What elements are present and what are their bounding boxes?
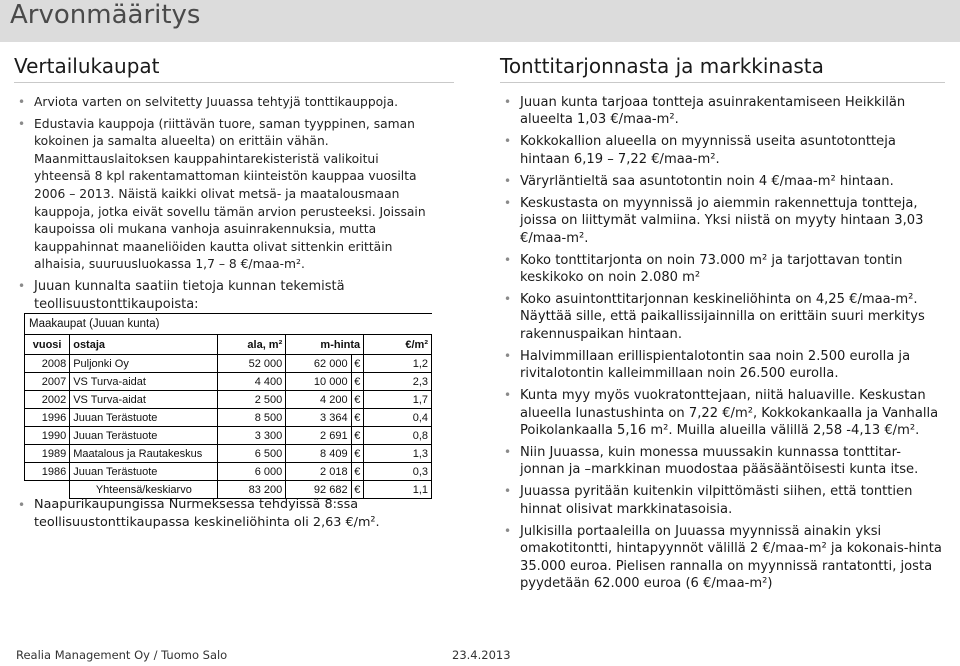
list-item-text: Juuan kunta tarjoaa tontteja asuinrakentamiseen Heikkilän alueelta 1,03 €/maa-m². <box>520 95 906 128</box>
cell-currency: € <box>351 409 364 427</box>
list-item-text: Keskustasta on myynnissä jo aiemmin rakennettuja tontteja, joissa on liittymät valmiina. Yksi niistä on myyty hintaan 3,03 €/maa-m². <box>520 195 924 246</box>
cell-buyer: Juuan Terästuote <box>70 409 218 427</box>
left-column-heading: Vertailukaupat <box>14 54 160 78</box>
cell-area: 6 500 <box>218 445 286 463</box>
bullet-icon: • <box>504 252 512 267</box>
cell-buyer: VS Turva-aidat <box>70 373 218 391</box>
list-item <box>14 116 432 274</box>
bullet-icon: • <box>504 523 512 538</box>
footer-date: 23.4.2013 <box>452 648 511 662</box>
right-bullet-list <box>500 94 945 597</box>
list-item-text: Juuan kunnalta saatiin tietoja kunnan tekemistä teollisuustonttikaupoista: <box>34 278 345 312</box>
list-item <box>500 252 945 287</box>
list-item <box>500 483 945 518</box>
bullet-icon: • <box>504 388 512 403</box>
cell-year: 1996 <box>25 409 70 427</box>
bullet-icon: • <box>504 95 512 109</box>
bullet-icon: • <box>504 292 512 307</box>
list-item <box>500 173 945 190</box>
bullet-icon: • <box>504 173 512 188</box>
bullet-icon: • <box>504 134 512 149</box>
list-item <box>500 348 945 383</box>
cell-currency: € <box>351 391 364 409</box>
total-area: 83 200 <box>218 481 286 499</box>
bullet-icon: • <box>18 498 26 512</box>
table-row <box>25 463 432 481</box>
cell-year: 1986 <box>25 463 70 481</box>
list-item-text: Halvimmillaan erillispientalotontin saa noin 2.500 eurolla ja rivitalotontin kalleimmillaan noin 26.500 eurolla. <box>520 348 911 382</box>
cell-price: 3 364 <box>286 409 351 427</box>
header-year: vuosi <box>25 335 70 355</box>
list-item <box>500 291 945 343</box>
list-item-text: Koko asuintonttitarjonnan keskineliöhinta on 4,25 €/maa-m². Näyttää sille, että paikallissijainnilla on erittäin suuri merkitys rakennuspaikan hintaan. <box>520 292 925 342</box>
cell-unit-price: 2,3 <box>364 373 432 391</box>
cell-area: 2 500 <box>218 391 286 409</box>
cell-unit-price: 0,8 <box>364 427 432 445</box>
list-item-text: Kunta myy myös vuokratonttejaan, niitä haluaville. Keskustan alueella lunastushinta on 7,22 €/m², Kokkokankaalla ja Vanhalla Poikolankaalla 5,16 m². Muilla alueilla välillä 2,58 -4,13 €/m². <box>520 388 939 439</box>
total-label: Yhteensä/keskiarvo <box>70 481 218 499</box>
cell-area: 4 400 <box>218 373 286 391</box>
cell-unit-price: 0,4 <box>364 409 432 427</box>
cell-unit-price: 1,3 <box>364 445 432 463</box>
list-item-text: Edustavia kauppoja (riittävän tuore, saman tyyppinen, saman kokoinen ja samalta alueelta) on erittäin vähän. Maanmittauslaitoksen kauppahintarekisteristä valikoitui yhteensä 8 kpl rakentamattoman kiinteistön kauppaa vuosilta 2006 – 2013. Näistä kaikki olivat metsä- ja maatalousmaan kauppoja, jotka eivät sovellu tämän arvion perusteeksi. Joissain kaupoissa oli mukana vanhoja asuinrakennuksia, mutta kauppahinnat maaneliöiden kautta olivat sittenkin erittäin alhaisia, suuruusluokassa 1,7 – 8 €/maa-m². <box>34 116 426 272</box>
list-item <box>500 94 945 129</box>
cell-currency: € <box>351 373 364 391</box>
bullet-icon: • <box>504 445 512 460</box>
cell-area: 8 500 <box>218 409 286 427</box>
right-column-heading: Tonttitarjonnasta ja markkinasta <box>500 54 824 78</box>
list-item-text: Julkisilla portaaleilla on Juuassa myynnissä ainakin yksi omakotitontti, hintapyynnöt välillä 2 €/maa-m² ja kokonais-hinta 35.000 euroa. Pielisen rannalla on myynnissä rantatontti, josta pyydetään 62.000 euroa (6 €/maa-m²) <box>520 523 942 592</box>
list-item <box>14 496 432 532</box>
list-item-text: Naapurikaupungissa Nurmeksessa tehdyissä 8:ssa teollisuustonttikaupassa keskineliöhinta oli 2,63 €/m². <box>34 497 380 530</box>
list-item <box>14 94 432 112</box>
header-price: m-hinta <box>286 335 364 355</box>
cell-unit-price: 1,7 <box>364 391 432 409</box>
total-price: 92 682 <box>286 481 351 499</box>
table-row <box>25 373 432 391</box>
cell-currency: € <box>351 445 364 463</box>
cell-price: 10 000 <box>286 373 351 391</box>
list-item-text: Kokkokallion alueella on myynnissä useita asuntotontteja hintaan 6,19 – 7,22 €/maa-m². <box>520 134 896 167</box>
list-item <box>500 444 945 479</box>
total-unit-price: 1,1 <box>364 481 432 499</box>
table-row <box>25 391 432 409</box>
cell-price: 2 018 <box>286 463 351 481</box>
left-bullet-list <box>14 94 432 317</box>
list-item <box>500 195 945 247</box>
list-item <box>14 278 432 313</box>
cell-price: 62 000 <box>286 355 351 373</box>
cell-currency: € <box>351 463 364 481</box>
list-item-text: Arviota varten on selvitetty Juuassa tehtyjä tonttikauppoja. <box>34 95 399 109</box>
list-item <box>500 523 945 593</box>
cell-area: 6 000 <box>218 463 286 481</box>
cell-year: 1990 <box>25 427 70 445</box>
bullet-icon: • <box>504 195 512 210</box>
bullet-icon: • <box>18 278 26 293</box>
cell-currency: € <box>351 427 364 445</box>
cell-price: 8 409 <box>286 445 351 463</box>
page-title: Arvonmääritys <box>0 0 960 42</box>
list-item-text: Niin Juuassa, kuin monessa muussakin kunnassa tonttitar-jonnan ja –markkinan muodostaa pääsääntöisesti kunta itse. <box>520 445 919 478</box>
bullet-icon: • <box>18 95 26 109</box>
cell-buyer: VS Turva-aidat <box>70 391 218 409</box>
cell-area: 3 300 <box>218 427 286 445</box>
table-row <box>25 427 432 445</box>
bullet-icon: • <box>504 348 512 363</box>
cell-area: 52 000 <box>218 355 286 373</box>
table-row <box>25 409 432 427</box>
bullet-icon: • <box>18 116 26 131</box>
cell-year: 2008 <box>25 355 70 373</box>
header-area: ala, m² <box>218 335 286 355</box>
list-item-text: Koko tonttitarjonta on noin 73.000 m² ja tarjottavan tontin keskikoko on noin 2.080 m² <box>520 252 903 286</box>
header-unit-price: €/m² <box>364 335 432 355</box>
cell-buyer: Juuan Terästuote <box>70 427 218 445</box>
cell-year: 2002 <box>25 391 70 409</box>
cell-year: 2007 <box>25 373 70 391</box>
list-item <box>500 387 945 439</box>
total-currency: € <box>351 481 364 499</box>
left-bottom-list <box>14 496 432 532</box>
table-caption: Maakaupat (Juuan kunta) <box>24 313 432 334</box>
table-row <box>25 445 432 463</box>
cell-unit-price: 0,3 <box>364 463 432 481</box>
list-item-text: Juuassa pyritään kuitenkin vilpittömästi siihen, että tonttien hinnat olisivat markkinatasoisia. <box>520 484 913 517</box>
list-item-text: Väryrläntieltä saa asuntotontin noin 4 €/maa-m² hintaan. <box>520 173 894 189</box>
right-divider <box>500 82 945 83</box>
cell-unit-price: 1,2 <box>364 355 432 373</box>
land-trades-table <box>24 313 432 499</box>
cell-price: 2 691 <box>286 427 351 445</box>
cell-buyer: Puljonki Oy <box>70 355 218 373</box>
cell-price: 4 200 <box>286 391 351 409</box>
cell-buyer: Maatalous ja Rautakeskus <box>70 445 218 463</box>
table-header-row <box>25 335 432 355</box>
left-divider <box>14 82 454 83</box>
bullet-icon: • <box>504 484 512 499</box>
cell-buyer: Juuan Terästuote <box>70 463 218 481</box>
cell-currency: € <box>351 355 364 373</box>
table-row <box>25 355 432 373</box>
header-buyer: ostaja <box>70 335 218 355</box>
footer-author: Realia Management Oy / Tuomo Salo <box>16 648 228 662</box>
cell-year: 1989 <box>25 445 70 463</box>
list-item <box>500 133 945 168</box>
